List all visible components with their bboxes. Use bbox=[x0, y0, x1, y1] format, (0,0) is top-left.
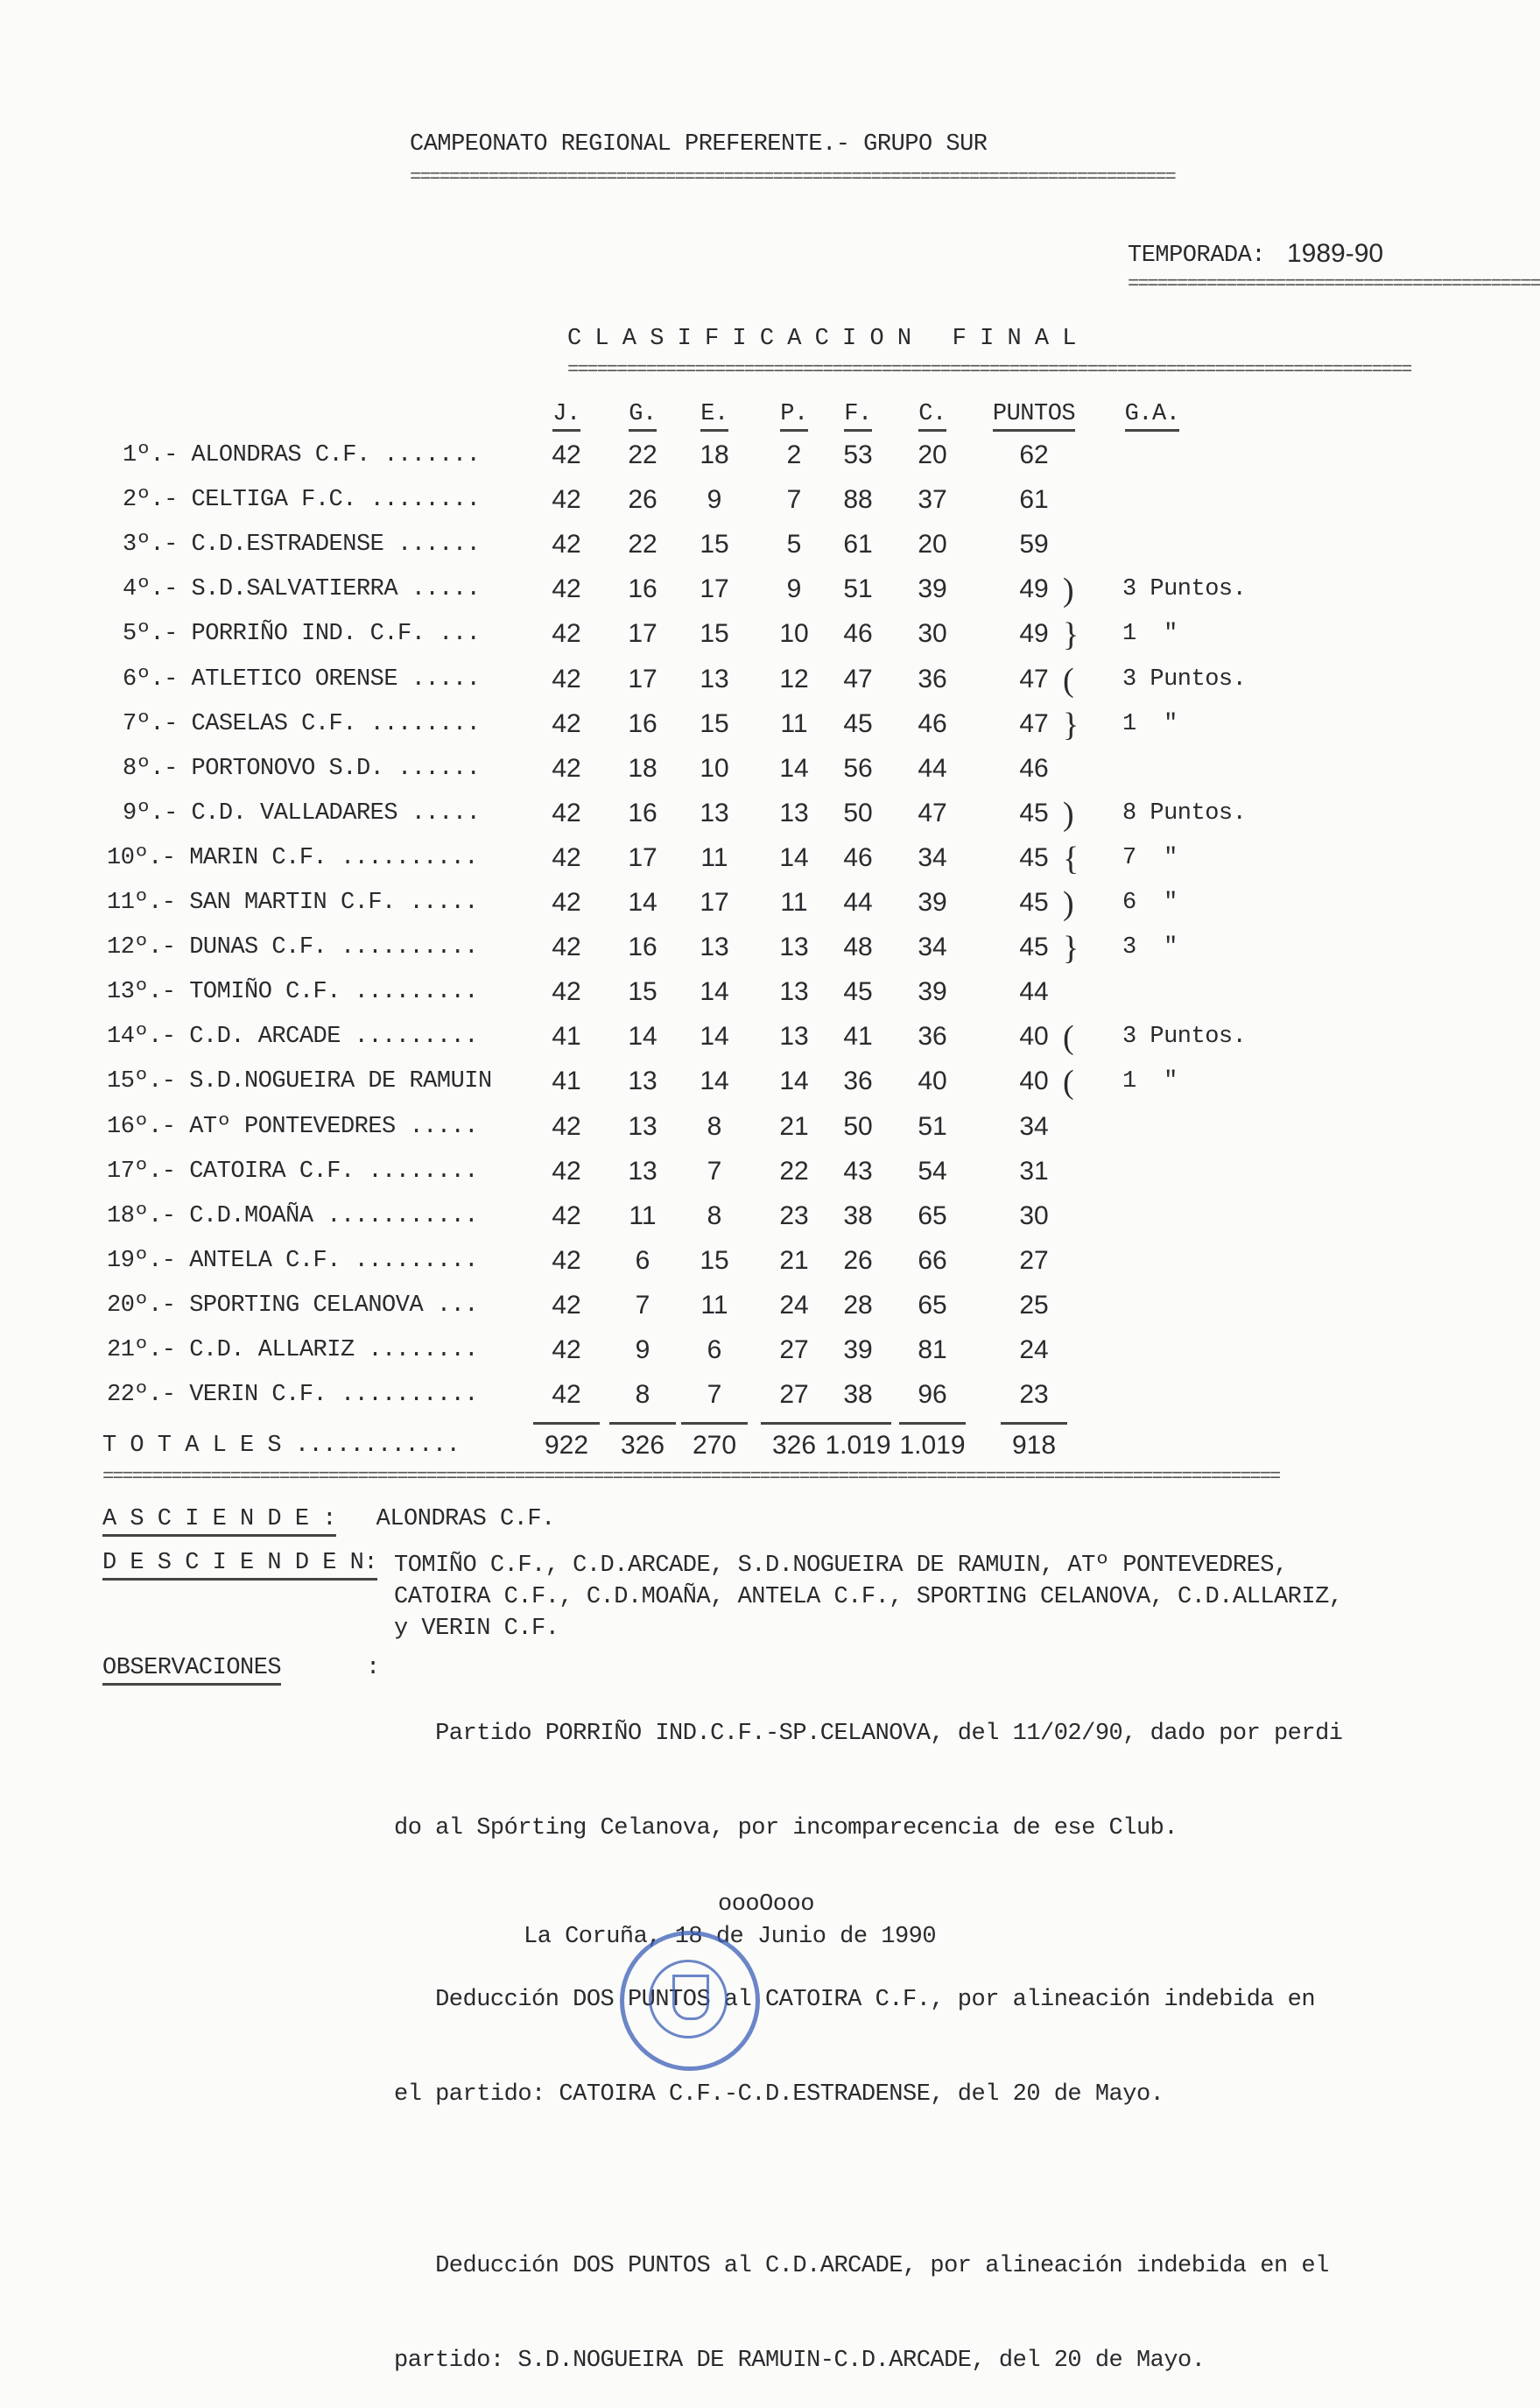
observaciones-label-wrap bbox=[102, 1655, 281, 1681]
team-name: 18º.- C.D.MOAÑA ........... bbox=[107, 1202, 478, 1229]
column-header-label: G. bbox=[629, 401, 656, 432]
cell-j: 42 bbox=[552, 664, 581, 694]
observation-line: Deducción DOS PUNTOS al CATOIRA C.F., por alineación indebida en bbox=[394, 1987, 1316, 2013]
cell-g: 22 bbox=[628, 440, 657, 469]
cell-g: 17 bbox=[628, 619, 657, 649]
team-name: 6º.- ATLETICO ORENSE ..... bbox=[123, 665, 481, 693]
cell-e: 18 bbox=[700, 440, 729, 469]
cell-p: 10 bbox=[779, 619, 809, 649]
total-f: 1.019 bbox=[825, 1431, 891, 1460]
cell-c: 36 bbox=[918, 664, 947, 694]
cell-p: 13 bbox=[779, 977, 809, 1007]
cell-g: 17 bbox=[628, 664, 657, 694]
cell-c: 39 bbox=[918, 888, 947, 917]
cell-e: 11 bbox=[700, 1290, 728, 1320]
cell-e: 6 bbox=[707, 1335, 722, 1364]
desciende-list bbox=[394, 1550, 1342, 1644]
cell-g: 9 bbox=[635, 1335, 650, 1364]
cell-e: 15 bbox=[700, 530, 729, 560]
cell-f: 50 bbox=[843, 798, 873, 827]
cell-f: 38 bbox=[843, 1380, 873, 1410]
federation-stamp bbox=[620, 1931, 760, 2071]
cell-c: 37 bbox=[918, 485, 947, 515]
cell-pts: 59 bbox=[1019, 530, 1049, 560]
team-name: 20º.- SPORTING CELANOVA ... bbox=[107, 1292, 478, 1319]
cell-p: 21 bbox=[779, 1245, 809, 1275]
total-rule bbox=[609, 1422, 676, 1425]
cell-pts: 46 bbox=[1019, 753, 1049, 783]
goal-average-note: 8 Puntos. bbox=[1122, 799, 1247, 827]
group-bracket: { bbox=[1063, 840, 1079, 877]
cell-f: 26 bbox=[843, 1245, 873, 1275]
cell-p: 5 bbox=[786, 530, 802, 560]
cell-g: 16 bbox=[628, 574, 657, 604]
cell-f: 45 bbox=[843, 708, 873, 738]
observaciones-body bbox=[394, 1655, 1342, 2408]
column-header-label: P. bbox=[780, 401, 807, 432]
team-name: 14º.- C.D. ARCADE ......... bbox=[107, 1024, 478, 1051]
cell-c: 44 bbox=[918, 753, 947, 783]
total-p: 326 bbox=[771, 1431, 817, 1460]
team-name: 3º.- C.D.ESTRADENSE ...... bbox=[123, 532, 481, 559]
cell-e: 14 bbox=[700, 977, 729, 1007]
cell-g: 16 bbox=[628, 798, 657, 827]
cell-pts: 30 bbox=[1019, 1200, 1049, 1230]
group-bracket: ( bbox=[1063, 1019, 1074, 1057]
cell-p: 21 bbox=[779, 1111, 809, 1141]
team-name: 8º.- PORTONOVO S.D. ...... bbox=[123, 755, 481, 782]
goal-average-note: 3 " bbox=[1122, 934, 1178, 961]
observation-line: do al Spórting Celanova, por incomparecencia de ese Club. bbox=[394, 1815, 1178, 1841]
total-c: 1.019 bbox=[899, 1431, 966, 1460]
cell-c: 36 bbox=[918, 1022, 947, 1052]
desciende-line: y VERIN C.F. bbox=[394, 1616, 559, 1642]
season-label: TEMPORADA: bbox=[1128, 243, 1266, 269]
cell-p: 14 bbox=[779, 753, 809, 783]
cell-g: 7 bbox=[635, 1290, 650, 1320]
cell-g: 14 bbox=[628, 1022, 657, 1052]
cell-pts: 45 bbox=[1019, 798, 1049, 827]
goal-average-note: 7 " bbox=[1122, 844, 1178, 871]
cell-f: 46 bbox=[843, 842, 873, 872]
total-rule bbox=[1001, 1422, 1067, 1425]
observation-line: Partido PORRIÑO IND.C.F.-SP.CELANOVA, del 11/02/90, dado por perdi bbox=[394, 1721, 1343, 1747]
cell-e: 13 bbox=[700, 798, 729, 827]
team-name: 1º.- ALONDRAS C.F. ....... bbox=[123, 442, 481, 468]
cell-j: 42 bbox=[552, 1156, 581, 1186]
cell-j: 41 bbox=[552, 1067, 581, 1096]
cell-f: 48 bbox=[843, 933, 873, 962]
team-name: 7º.- CASELAS C.F. ........ bbox=[123, 710, 481, 737]
cell-j: 42 bbox=[552, 753, 581, 783]
cell-f: 51 bbox=[843, 574, 873, 604]
separator-ornament: oooOooo bbox=[718, 1891, 814, 1918]
cell-j: 42 bbox=[552, 977, 581, 1007]
cell-pts: 47 bbox=[1019, 708, 1049, 738]
cell-g: 22 bbox=[628, 530, 657, 560]
column-header bbox=[981, 401, 1086, 427]
cell-f: 47 bbox=[843, 664, 873, 694]
cell-f: 28 bbox=[843, 1290, 873, 1320]
team-name: 11º.- SAN MARTIN C.F. ..... bbox=[107, 890, 478, 916]
cell-g: 17 bbox=[628, 842, 657, 872]
cell-j: 42 bbox=[552, 530, 581, 560]
team-name: 21º.- C.D. ALLARIZ ........ bbox=[107, 1337, 478, 1363]
cell-c: 65 bbox=[918, 1290, 947, 1320]
goal-average-note: 3 Puntos. bbox=[1122, 665, 1247, 693]
team-name: 12º.- DUNAS C.F. .......... bbox=[107, 934, 478, 961]
cell-f: 44 bbox=[843, 888, 873, 917]
observaciones-colon: : bbox=[366, 1655, 380, 1681]
cell-f: 39 bbox=[843, 1335, 873, 1364]
goal-average-note: 6 " bbox=[1122, 890, 1178, 916]
cell-p: 7 bbox=[786, 485, 802, 515]
cell-c: 46 bbox=[918, 708, 947, 738]
observation-line: partido: S.D.NOGUEIRA DE RAMUIN-C.D.ARCADE, del 20 de Mayo. bbox=[394, 2348, 1206, 2374]
place-date: La Coruña, 18 de Junio de 1990 bbox=[524, 1924, 937, 1950]
cell-pts: 25 bbox=[1019, 1290, 1049, 1320]
totals-label: T O T A L E S ............ bbox=[102, 1433, 461, 1459]
cell-pts: 45 bbox=[1019, 888, 1049, 917]
column-header-label: PUNTOS bbox=[993, 401, 1075, 432]
total-pts: 918 bbox=[1011, 1431, 1057, 1460]
cell-e: 15 bbox=[700, 619, 729, 649]
asciende-value: ALONDRAS C.F. bbox=[376, 1506, 555, 1532]
cell-j: 42 bbox=[552, 1200, 581, 1230]
cell-j: 42 bbox=[552, 574, 581, 604]
cell-j: 42 bbox=[552, 1111, 581, 1141]
cell-g: 13 bbox=[628, 1111, 657, 1141]
team-name: 22º.- VERIN C.F. .......... bbox=[107, 1382, 478, 1409]
cell-j: 42 bbox=[552, 485, 581, 515]
cell-c: 39 bbox=[918, 977, 947, 1007]
cell-pts: 49 bbox=[1019, 574, 1049, 604]
goal-average-note: 1 " bbox=[1122, 621, 1178, 648]
cell-p: 11 bbox=[780, 708, 808, 738]
shield-icon bbox=[672, 1975, 709, 2020]
cell-f: 43 bbox=[843, 1156, 873, 1186]
cell-e: 8 bbox=[707, 1200, 722, 1230]
cell-f: 46 bbox=[843, 619, 873, 649]
cell-c: 34 bbox=[918, 933, 947, 962]
total-e: 270 bbox=[692, 1431, 737, 1460]
total-rule bbox=[761, 1422, 827, 1425]
classification-underline: ====================================================================================== bbox=[567, 359, 1411, 381]
cell-c: 34 bbox=[918, 842, 947, 872]
cell-g: 8 bbox=[635, 1380, 650, 1410]
group-bracket: ( bbox=[1063, 1064, 1074, 1102]
cell-p: 12 bbox=[779, 664, 809, 694]
cell-c: 40 bbox=[918, 1067, 947, 1096]
cell-c: 81 bbox=[918, 1335, 947, 1364]
season-value: 1989-90 bbox=[1287, 239, 1384, 268]
cell-f: 88 bbox=[843, 485, 873, 515]
classification-title: C L A S I F I C A C I O N F I N A L bbox=[567, 326, 1076, 352]
column-header bbox=[880, 401, 985, 427]
cell-pts: 27 bbox=[1019, 1245, 1049, 1275]
cell-pts: 40 bbox=[1019, 1067, 1049, 1096]
cell-e: 17 bbox=[700, 574, 729, 604]
cell-f: 38 bbox=[843, 1200, 873, 1230]
group-bracket: ) bbox=[1063, 572, 1074, 609]
team-name: 17º.- CATOIRA C.F. ........ bbox=[107, 1158, 478, 1185]
group-bracket: ) bbox=[1063, 885, 1074, 922]
cell-j: 42 bbox=[552, 888, 581, 917]
cell-e: 15 bbox=[700, 1245, 729, 1275]
team-name: 13º.- TOMIÑO C.F. ......... bbox=[107, 979, 478, 1006]
cell-p: 13 bbox=[779, 1022, 809, 1052]
total-j: 922 bbox=[544, 1431, 589, 1460]
goal-average-note: 3 Puntos. bbox=[1122, 1024, 1247, 1051]
goal-average-note: 3 Puntos. bbox=[1122, 576, 1247, 603]
cell-p: 27 bbox=[779, 1380, 809, 1410]
column-header-label: C. bbox=[918, 401, 946, 432]
cell-f: 53 bbox=[843, 440, 873, 469]
cell-p: 23 bbox=[779, 1200, 809, 1230]
desciende-line: CATOIRA C.F., C.D.MOAÑA, ANTELA C.F., SPORTING CELANOVA, C.D.ALLARIZ, bbox=[394, 1584, 1343, 1610]
desciende-line: TOMIÑO C.F., C.D.ARCADE, S.D.NOGUEIRA DE RAMUIN, ATº PONTEVEDRES, bbox=[394, 1553, 1288, 1579]
cell-p: 2 bbox=[786, 440, 802, 469]
team-name: 4º.- S.D.SALVATIERRA ..... bbox=[123, 576, 481, 603]
cell-pts: 62 bbox=[1019, 440, 1049, 469]
cell-pts: 23 bbox=[1019, 1380, 1049, 1410]
cell-p: 14 bbox=[779, 842, 809, 872]
total-rule bbox=[681, 1422, 748, 1425]
cell-f: 61 bbox=[843, 530, 873, 560]
group-bracket: } bbox=[1063, 616, 1079, 654]
group-bracket: ( bbox=[1063, 661, 1074, 699]
cell-g: 18 bbox=[628, 753, 657, 783]
cell-e: 15 bbox=[700, 708, 729, 738]
cell-j: 42 bbox=[552, 708, 581, 738]
cell-g: 13 bbox=[628, 1156, 657, 1186]
cell-c: 47 bbox=[918, 798, 947, 827]
totals-underline: ======================================================================================================================== bbox=[102, 1466, 1280, 1488]
cell-g: 13 bbox=[628, 1067, 657, 1096]
cell-c: 20 bbox=[918, 530, 947, 560]
cell-pts: 45 bbox=[1019, 842, 1049, 872]
cell-c: 20 bbox=[918, 440, 947, 469]
cell-e: 14 bbox=[700, 1022, 729, 1052]
desciende-label: D E S C I E N D E N: bbox=[102, 1550, 377, 1581]
cell-pts: 49 bbox=[1019, 619, 1049, 649]
title-underline: ============================================================================== bbox=[410, 166, 1175, 188]
cell-f: 45 bbox=[843, 977, 873, 1007]
cell-f: 56 bbox=[843, 753, 873, 783]
total-rule bbox=[899, 1422, 966, 1425]
asciende-label: A S C I E N D E : bbox=[102, 1506, 336, 1537]
team-name: 5º.- PORRIÑO IND. C.F. ... bbox=[123, 621, 481, 648]
team-name: 19º.- ANTELA C.F. ......... bbox=[107, 1247, 478, 1274]
cell-c: 66 bbox=[918, 1245, 947, 1275]
cell-p: 11 bbox=[780, 888, 808, 917]
cell-c: 96 bbox=[918, 1380, 947, 1410]
cell-f: 36 bbox=[843, 1067, 873, 1096]
cell-e: 14 bbox=[700, 1067, 729, 1096]
cell-e: 8 bbox=[707, 1111, 722, 1141]
team-name: 9º.- C.D. VALLADARES ..... bbox=[123, 799, 481, 827]
cell-g: 16 bbox=[628, 933, 657, 962]
cell-pts: 44 bbox=[1019, 977, 1049, 1007]
cell-p: 13 bbox=[779, 798, 809, 827]
column-header bbox=[1100, 401, 1205, 427]
team-name: 15º.- S.D.NOGUEIRA DE RAMUIN bbox=[107, 1068, 492, 1095]
observaciones-label: OBSERVACIONES bbox=[102, 1655, 281, 1686]
cell-e: 13 bbox=[700, 664, 729, 694]
cell-pts: 31 bbox=[1019, 1156, 1049, 1186]
cell-p: 24 bbox=[779, 1290, 809, 1320]
cell-e: 13 bbox=[700, 933, 729, 962]
team-name: 10º.- MARIN C.F. .......... bbox=[107, 844, 478, 871]
cell-p: 14 bbox=[779, 1067, 809, 1096]
column-header-label: F. bbox=[844, 401, 871, 432]
observation-line: el partido: CATOIRA C.F.-C.D.ESTRADENSE, del 20 de Mayo. bbox=[394, 2081, 1164, 2108]
cell-e: 11 bbox=[700, 842, 728, 872]
group-bracket: } bbox=[1063, 930, 1079, 968]
asciende-section bbox=[102, 1506, 555, 1532]
group-bracket: } bbox=[1063, 706, 1079, 743]
cell-pts: 40 bbox=[1019, 1022, 1049, 1052]
column-header-label: J. bbox=[552, 401, 580, 432]
cell-j: 41 bbox=[552, 1022, 581, 1052]
cell-f: 41 bbox=[843, 1022, 873, 1052]
cell-c: 30 bbox=[918, 619, 947, 649]
cell-e: 17 bbox=[700, 888, 729, 917]
team-name: 16º.- ATº PONTEVEDRES ..... bbox=[107, 1113, 478, 1140]
total-rule bbox=[825, 1422, 891, 1425]
column-header-label: G.A. bbox=[1125, 401, 1180, 432]
cell-j: 42 bbox=[552, 1380, 581, 1410]
cell-j: 42 bbox=[552, 1245, 581, 1275]
cell-g: 26 bbox=[628, 485, 657, 515]
goal-average-note: 1 " bbox=[1122, 710, 1178, 737]
cell-j: 42 bbox=[552, 798, 581, 827]
cell-g: 15 bbox=[628, 977, 657, 1007]
total-g: 326 bbox=[620, 1431, 665, 1460]
cell-pts: 47 bbox=[1019, 664, 1049, 694]
cell-g: 11 bbox=[629, 1200, 657, 1230]
group-bracket: ) bbox=[1063, 795, 1074, 833]
cell-j: 42 bbox=[552, 619, 581, 649]
desciende-label-wrap bbox=[102, 1550, 377, 1576]
document-title: CAMPEONATO REGIONAL PREFERENTE.- GRUPO SUR bbox=[410, 131, 988, 158]
cell-c: 51 bbox=[918, 1111, 947, 1141]
cell-p: 27 bbox=[779, 1335, 809, 1364]
cell-c: 39 bbox=[918, 574, 947, 604]
cell-g: 14 bbox=[628, 888, 657, 917]
cell-p: 22 bbox=[779, 1156, 809, 1186]
cell-p: 9 bbox=[786, 574, 802, 604]
cell-j: 42 bbox=[552, 1290, 581, 1320]
season-underline: ========================================== bbox=[1128, 273, 1540, 295]
cell-e: 9 bbox=[707, 485, 722, 515]
cell-pts: 24 bbox=[1019, 1335, 1049, 1364]
cell-j: 42 bbox=[552, 1335, 581, 1364]
goal-average-note: 1 " bbox=[1122, 1068, 1178, 1095]
cell-j: 42 bbox=[552, 440, 581, 469]
cell-j: 42 bbox=[552, 933, 581, 962]
cell-pts: 34 bbox=[1019, 1111, 1049, 1141]
column-header-label: E. bbox=[700, 401, 728, 432]
team-name: 2º.- CELTIGA F.C. ........ bbox=[123, 487, 481, 514]
total-rule bbox=[533, 1422, 600, 1425]
observation-line: Deducción DOS PUNTOS al C.D.ARCADE, por alineación indebida en el bbox=[394, 2253, 1329, 2279]
cell-p: 13 bbox=[779, 933, 809, 962]
cell-pts: 45 bbox=[1019, 933, 1049, 962]
cell-e: 10 bbox=[700, 753, 729, 783]
cell-c: 54 bbox=[918, 1156, 947, 1186]
cell-g: 6 bbox=[635, 1245, 650, 1275]
cell-j: 42 bbox=[552, 842, 581, 872]
cell-e: 7 bbox=[707, 1156, 722, 1186]
cell-f: 50 bbox=[843, 1111, 873, 1141]
cell-e: 7 bbox=[707, 1380, 722, 1410]
cell-g: 16 bbox=[628, 708, 657, 738]
cell-pts: 61 bbox=[1019, 485, 1049, 515]
cell-c: 65 bbox=[918, 1200, 947, 1230]
